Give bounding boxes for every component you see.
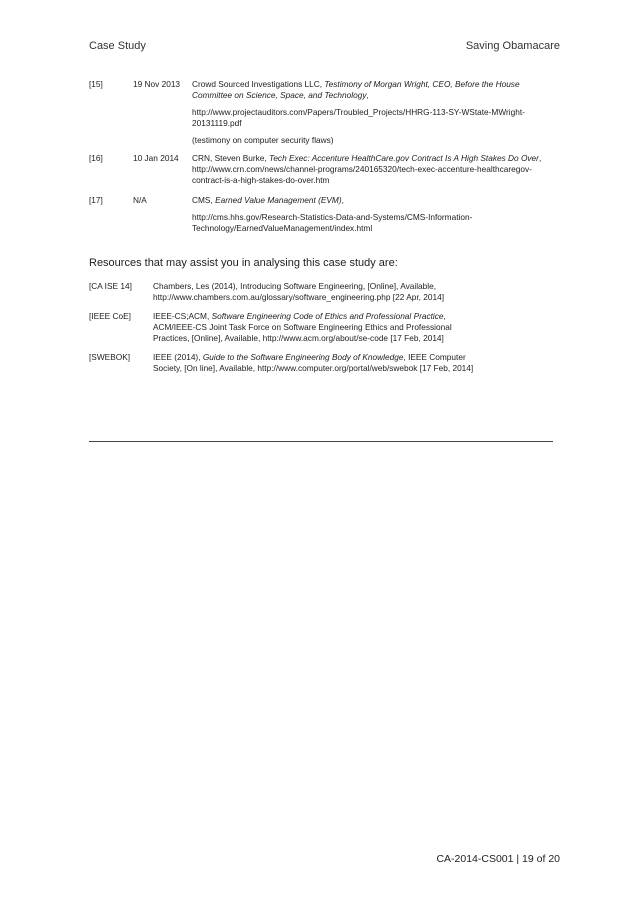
- resource-title: Guide to the Software Engineering Body of Knowledge: [202, 352, 404, 362]
- resource-tag: [IEEE CoE]: [89, 311, 131, 321]
- resource-title: Software Engineering Code of Ethics and Professional Practice: [211, 311, 444, 321]
- reference-date: N/A: [133, 195, 147, 205]
- resource-prefix: IEEE (2014),: [153, 352, 203, 362]
- reference-body: [192, 195, 559, 234]
- reference-title-suffix: ,: [538, 153, 542, 163]
- reference-title: Earned Value Management (EVM): [215, 195, 342, 205]
- reference-body: [192, 153, 559, 186]
- reference-title-suffix: ,: [341, 195, 344, 205]
- reference-number: [15]: [89, 79, 103, 89]
- reference-author: CMS,: [192, 195, 216, 205]
- resource-suffix: , IEEE Computer Society, [On line], Available, http://www.computer.org/portal/web/swebok [17 Feb, 2014]: [153, 352, 474, 373]
- reference-author: Crowd Sourced Investigations LLC,: [192, 79, 325, 89]
- resource-prefix: IEEE-CS;ACM,: [153, 311, 212, 321]
- resource-tag: [CA ISE 14]: [89, 281, 132, 291]
- resource-text: Chambers, Les (2014), Introducing Software Engineering, [Online], Available, http://www.chambers.com.au/glossary/software_engineering.php [22 Apr, 2014]: [153, 281, 445, 302]
- reference-url: http://www.crn.com/news/channel-programs/240165320/tech-exec-accenture-healthcaregov-contract-is-a-high-stakes-do-over.htm: [192, 164, 532, 185]
- page-footer: [436, 853, 560, 865]
- horizontal-rule: [89, 441, 553, 442]
- header-case-study: Case Study: [89, 40, 146, 52]
- reference-date: 10 Jan 2014: [133, 153, 179, 163]
- reference-title-suffix: ,: [366, 90, 369, 100]
- reference-note: (testimony on computer security flaws): [192, 135, 334, 145]
- reference-title: Testimony of Morgan Wright, CEO, Before the House Committee on Science, Space, and Technology: [192, 79, 520, 100]
- reference-author: CRN, Steven Burke,: [192, 153, 270, 163]
- reference-body: [192, 79, 559, 146]
- header-title: Saving Obamacare: [465, 40, 560, 52]
- footer-page-number: 19 of 20: [522, 853, 560, 865]
- resource-text: [153, 311, 489, 344]
- resource-tag: [SWEBOK]: [89, 352, 131, 362]
- footer-document-code: CA-2014-CS001: [436, 853, 514, 865]
- reference-17: [89, 195, 559, 235]
- reference-15: [89, 79, 559, 145]
- reference-date: 19 Nov 2013: [133, 79, 181, 89]
- reference-16: [89, 153, 559, 189]
- reference-url: http://cms.hhs.gov/Research-Statistics-Data-and-Systems/CMS-Information-Technology/EarnedValueManagement/index.html: [192, 212, 473, 233]
- resource-ieee-coe: [89, 311, 489, 344]
- resource-text: [153, 352, 489, 374]
- reference-title: Tech Exec: Accenture HealthCare.gov Contract Is A High Stakes Do Over: [269, 153, 539, 163]
- resource-ca-ise-14: [89, 281, 489, 303]
- reference-number: [16]: [89, 153, 103, 163]
- resource-suffix: , ACM/IEEE-CS Joint Task Force on Software Engineering Ethics and Professional Practices, [Online], Available, http://www.acm.org/about/se-code [17 Feb, 2014]: [153, 311, 452, 343]
- reference-url: http://www.projectauditors.com/Papers/Troubled_Projects/HHRG-113-SY-WState-MWright-20131119.pdf: [192, 107, 525, 128]
- reference-number: [17]: [89, 195, 103, 205]
- reference-list: [89, 79, 559, 235]
- footer-separator: |: [513, 853, 523, 865]
- resource-swebok: [89, 352, 489, 374]
- resources-heading: Resources that may assist you in analysing this case study are:: [89, 257, 398, 269]
